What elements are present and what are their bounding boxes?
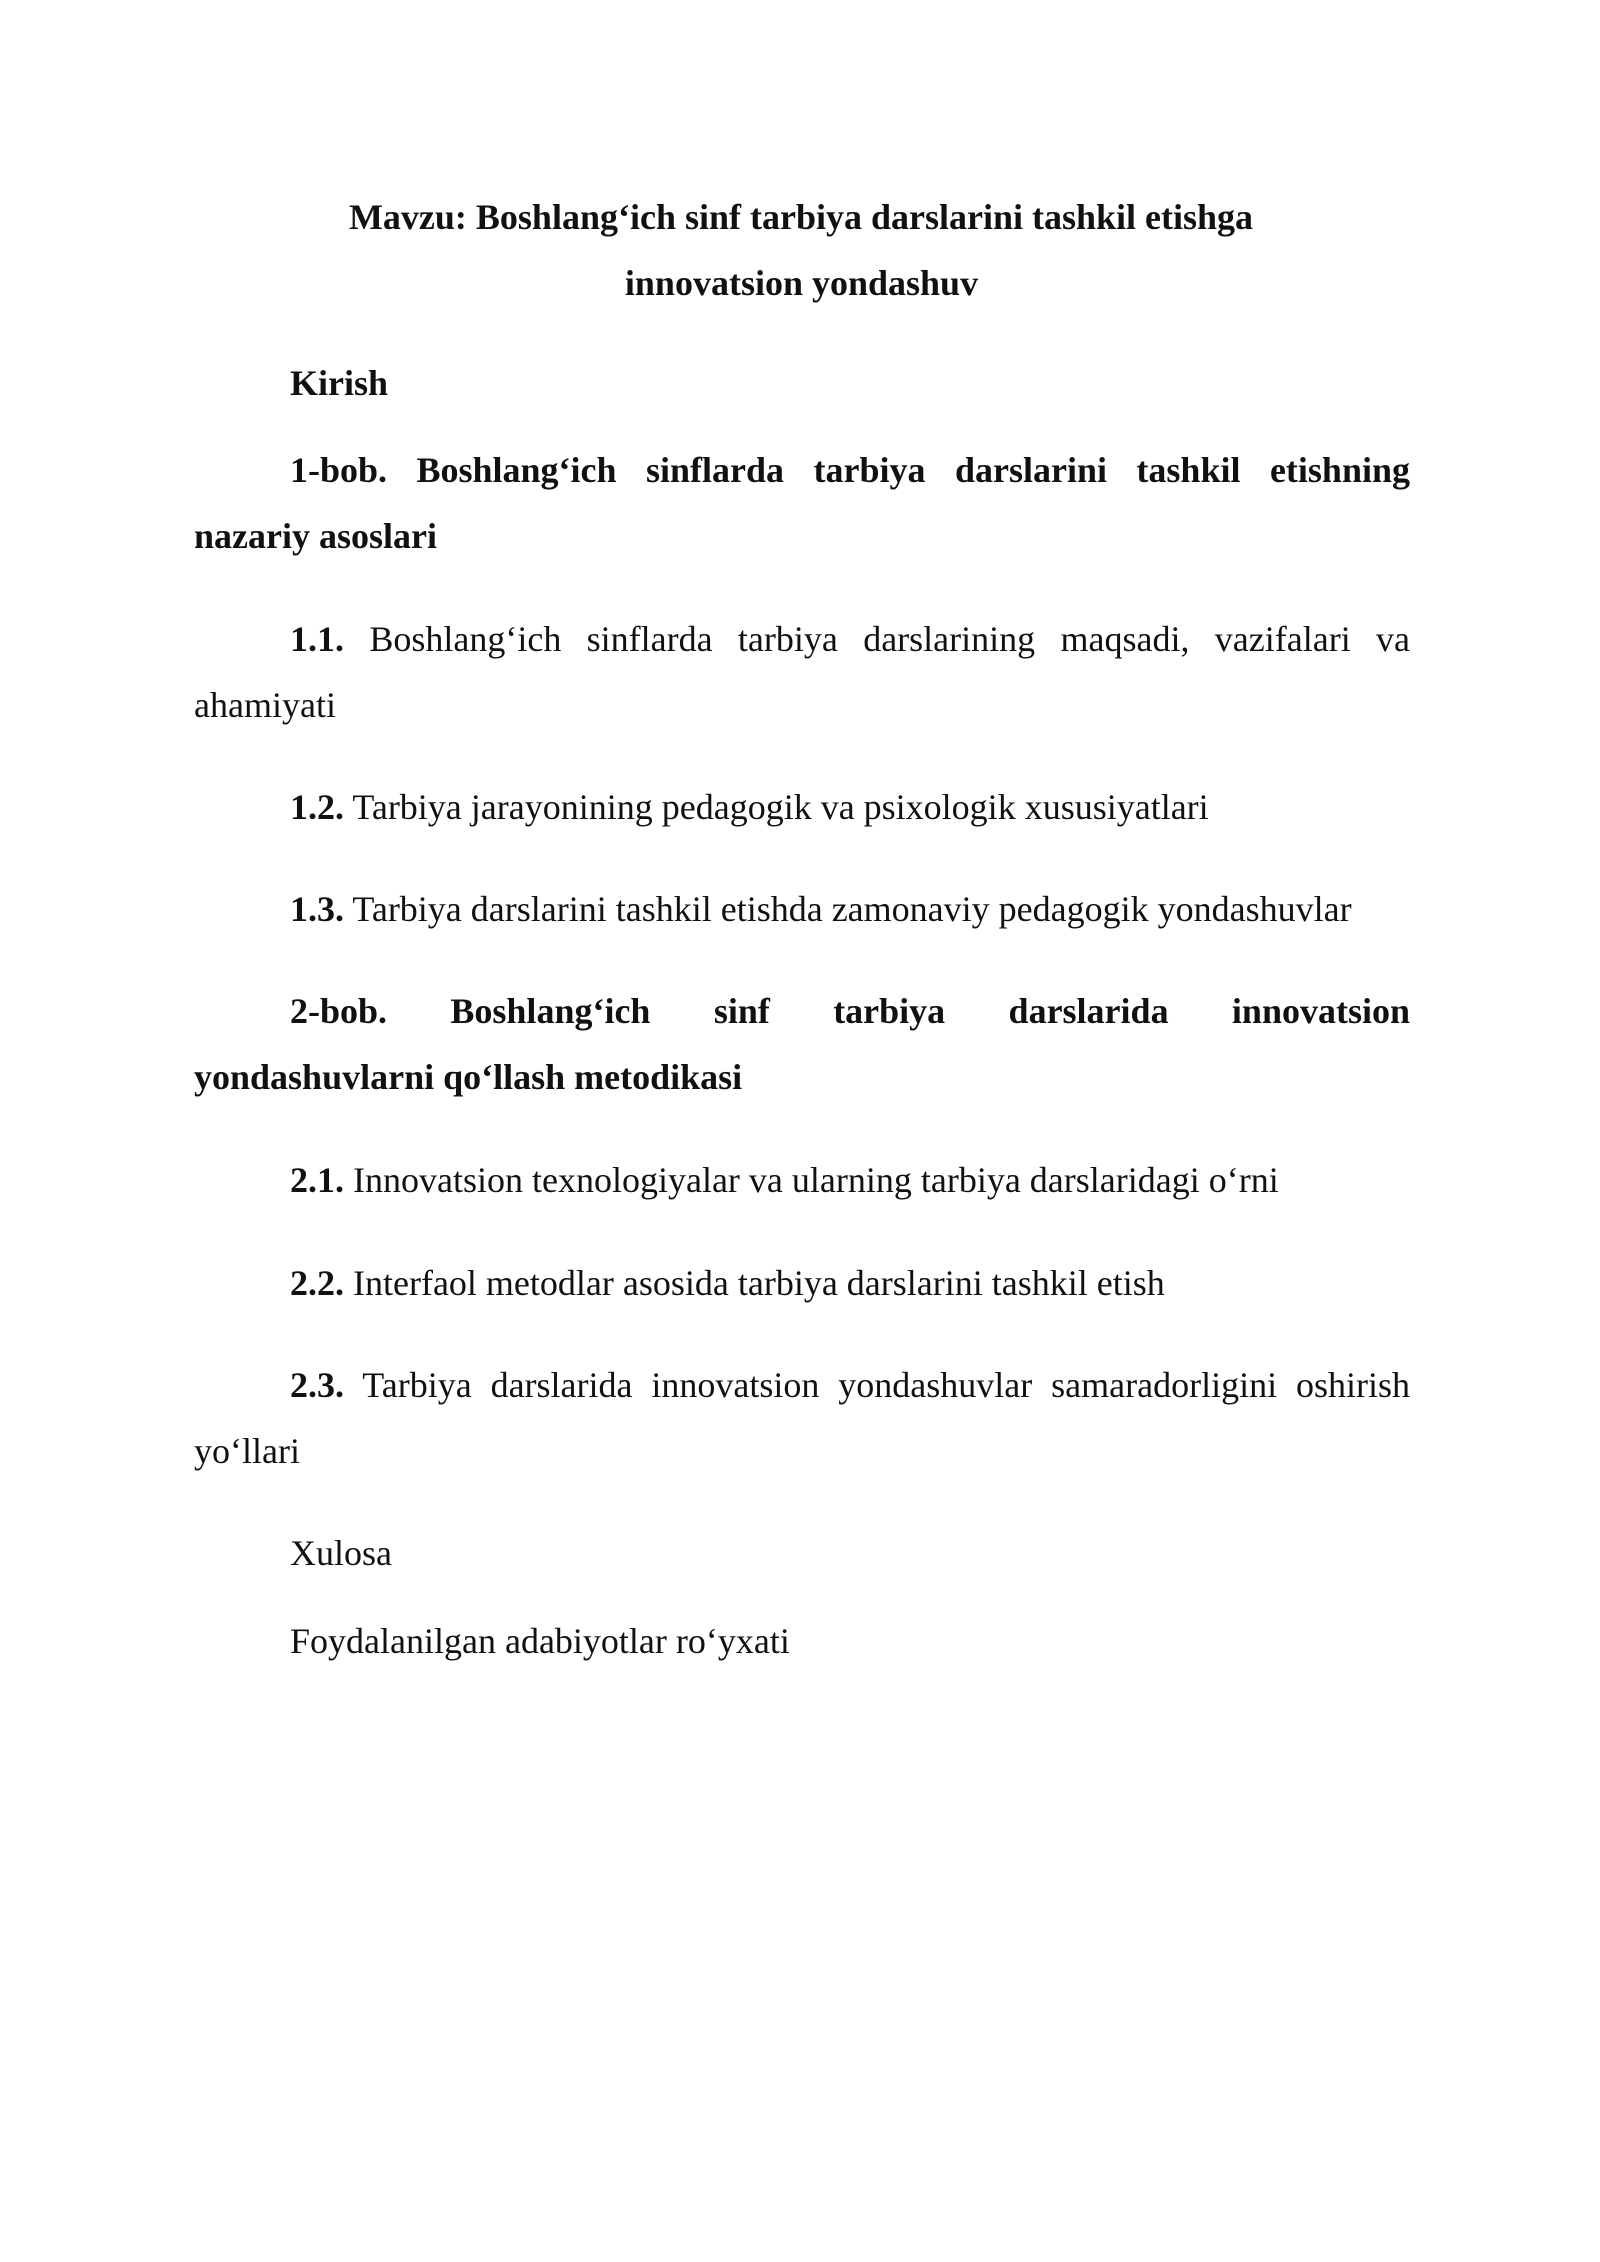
toc-section-2-1 bbox=[194, 1147, 1410, 1213]
toc-section-2-3 bbox=[194, 1352, 1410, 1484]
section-title: Tarbiya jarayonining pedagogik va psixologik xususiyatlari bbox=[352, 787, 1209, 827]
toc-section-1-3 bbox=[194, 876, 1410, 942]
toc-section-1-1 bbox=[194, 606, 1410, 738]
toc-conclusion: Xulosa bbox=[290, 1533, 392, 1573]
section-number: 1.1. bbox=[290, 619, 344, 659]
toc-intro: Kirish bbox=[290, 363, 389, 403]
toc-chapter-2 bbox=[194, 978, 1410, 1110]
toc-section-1-2 bbox=[194, 774, 1410, 840]
section-title: Boshlang‘ich sinflarda tarbiya darslarining maqsadi, vazifalari va bbox=[369, 619, 1411, 659]
title-line-2: innovatsion yondashuv bbox=[624, 263, 979, 303]
section-title: Innovatsion texnologiyalar va ularning tarbiya darslaridagi o‘rni bbox=[353, 1160, 1279, 1200]
section-title: Tarbiya darslarini tashkil etishda zamonaviy pedagogik yondashuvlar bbox=[352, 889, 1352, 929]
section-title-cont: ahamiyati bbox=[194, 685, 336, 725]
toc-references: Foydalanilgan adabiyotlar ro‘yxati bbox=[290, 1621, 790, 1661]
section-title: Interfaol metodlar asosida tarbiya darslarini tashkil etish bbox=[353, 1263, 1165, 1303]
section-number: 2.2. bbox=[290, 1263, 344, 1303]
chapter-1-line-2: nazariy asoslari bbox=[194, 516, 437, 556]
section-number: 1.2. bbox=[290, 787, 344, 827]
page-title bbox=[196, 184, 1406, 316]
section-number: 1.3. bbox=[290, 889, 344, 929]
toc-chapter-1 bbox=[194, 437, 1410, 569]
section-number: 2.3. bbox=[290, 1365, 344, 1405]
section-title-cont: yo‘llari bbox=[194, 1431, 300, 1471]
title-line-1: Mavzu: Boshlang‘ich sinf tarbiya darslarini tashkil etishga bbox=[348, 197, 1254, 237]
section-number: 2.1. bbox=[290, 1160, 344, 1200]
toc-section-2-2 bbox=[194, 1250, 1410, 1316]
section-title: Tarbiya darslarida innovatsion yondashuvlar samaradorligini oshirish bbox=[362, 1365, 1410, 1405]
chapter-2-line-1: 2-bob. Boshlang‘ich sinf tarbiya darslarida innovatsion bbox=[290, 991, 1410, 1031]
chapter-1-line-1: 1-bob. Boshlang‘ich sinflarda tarbiya darslarini tashkil etishning bbox=[290, 450, 1410, 490]
chapter-2-line-2: yondashuvlarni qo‘llash metodikasi bbox=[194, 1057, 743, 1097]
